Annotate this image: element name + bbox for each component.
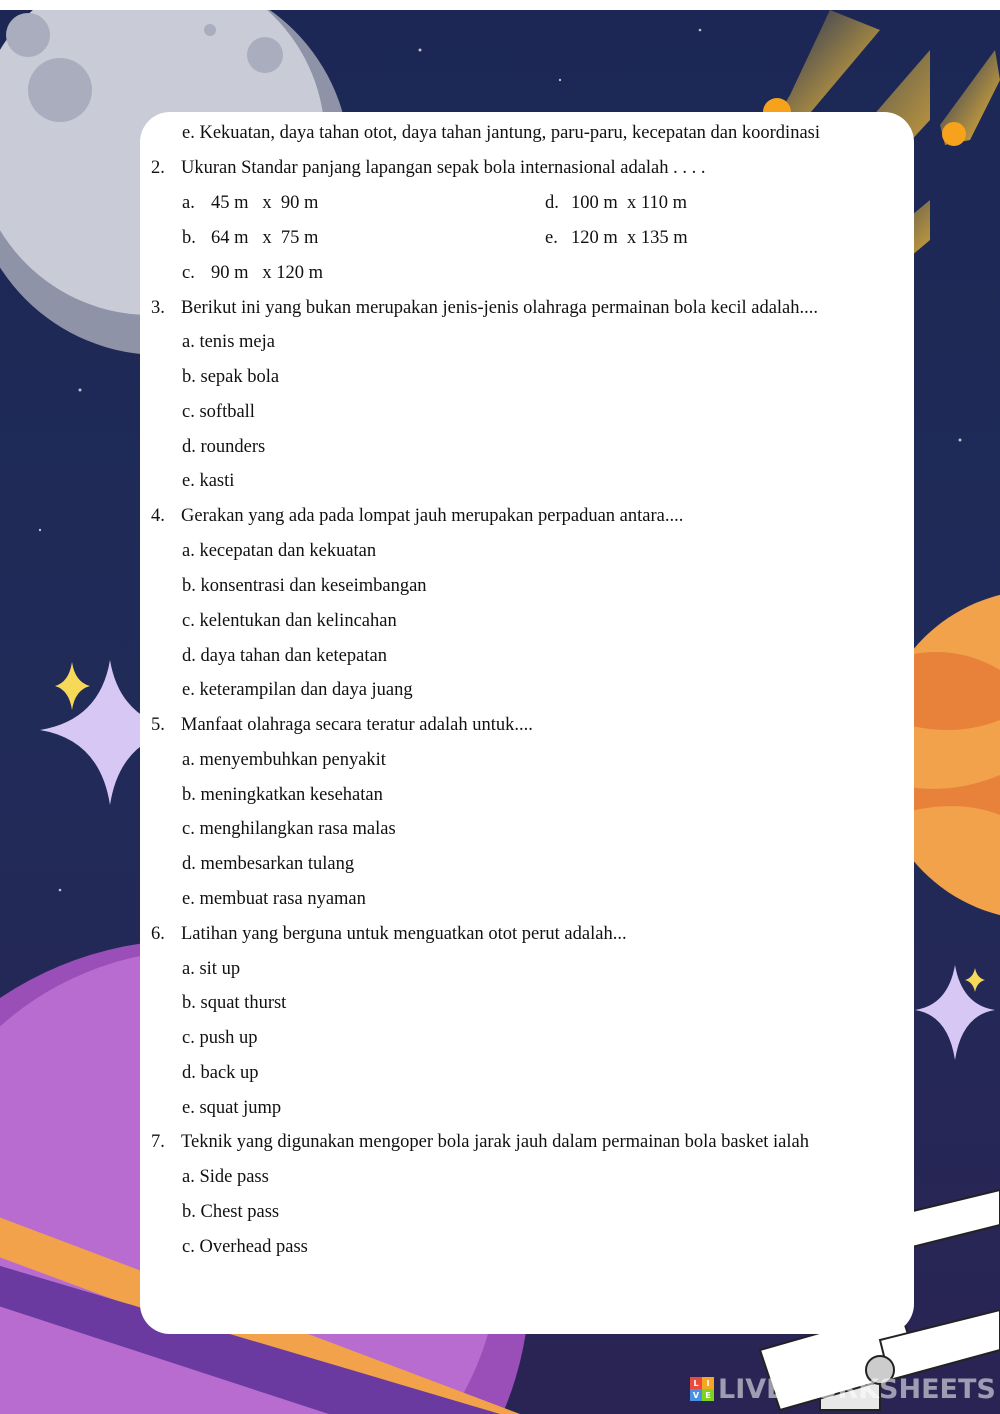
q2-text: Ukuran Standar panjang lapangan sepak bola internasional adalah . . . . (181, 158, 706, 178)
liveworksheets-logo-icon: L I V E (690, 1377, 714, 1401)
q3-option: d. rounders (182, 437, 266, 457)
q3-text: Berikut ini yang bukan merupakan jenis-jenis olahraga permainan bola kecil adalah.... (181, 298, 819, 318)
q2-option-a-letter: a. (182, 193, 195, 213)
q5-option: d. membesarkan tulang (182, 854, 355, 874)
q5-option: e. membuat rasa nyaman (182, 889, 366, 909)
q6-number: 6. (151, 924, 165, 944)
q2-option-a: 45 m x 90 m (211, 193, 319, 213)
q4-option: b. konsentrasi dan keseimbangan (182, 576, 427, 596)
q7-option: c. Overhead pass (182, 1237, 308, 1257)
q6-option: e. squat jump (182, 1098, 282, 1118)
q4-option: d. daya tahan dan ketepatan (182, 646, 387, 666)
q4-text: Gerakan yang ada pada lompat jauh merupakan perpaduan antara.... (181, 506, 684, 526)
q2-option-e-letter: e. (545, 228, 558, 248)
q1-option-e: e. Kekuatan, daya tahan otot, daya tahan jantung, paru-paru, kecepatan dan koordinasi (182, 123, 820, 143)
q2-option-d: 100 m x 110 m (571, 193, 687, 213)
q4-option: c. kelentukan dan kelincahan (182, 611, 397, 631)
q3-number: 3. (151, 298, 165, 318)
q4-option: e. keterampilan dan daya juang (182, 680, 413, 700)
q6-option: d. back up (182, 1063, 259, 1083)
q7-number: 7. (151, 1132, 165, 1152)
q2-option-c: 90 m x 120 m (211, 263, 324, 283)
q2-number: 2. (151, 158, 165, 178)
q5-text: Manfaat olahraga secara teratur adalah untuk.... (181, 715, 533, 735)
q4-option: a. kecepatan dan kekuatan (182, 541, 377, 561)
q3-option: b. sepak bola (182, 367, 280, 387)
q2-option-d-letter: d. (545, 193, 559, 213)
q7-option: a. Side pass (182, 1167, 269, 1187)
q6-option: a. sit up (182, 959, 241, 979)
liveworksheets-watermark (690, 1374, 996, 1404)
q4-number: 4. (151, 506, 165, 526)
q6-option: c. push up (182, 1028, 258, 1048)
liveworksheets-text: LIVEWORKSHEETS (718, 1373, 996, 1405)
q7-text: Teknik yang digunakan mengoper bola jarak jauh dalam permainan bola basket ialah (181, 1132, 809, 1152)
q3-option: e. kasti (182, 471, 235, 491)
q5-option: c. menghilangkan rasa malas (182, 819, 396, 839)
q3-option: c. softball (182, 402, 255, 422)
q2-option-b: 64 m x 75 m (211, 228, 319, 248)
q7-option: b. Chest pass (182, 1202, 280, 1222)
q2-option-c-letter: c. (182, 263, 195, 283)
q6-text: Latihan yang berguna untuk menguatkan otot perut adalah... (181, 924, 627, 944)
q5-option: b. meningkatkan kesehatan (182, 785, 383, 805)
q6-option: b. squat thurst (182, 993, 287, 1013)
q2-option-e: 120 m x 135 m (571, 228, 688, 248)
q5-number: 5. (151, 715, 165, 735)
q2-option-b-letter: b. (182, 228, 196, 248)
q3-option: a. tenis meja (182, 332, 275, 352)
q5-option: a. menyembuhkan penyakit (182, 750, 386, 770)
